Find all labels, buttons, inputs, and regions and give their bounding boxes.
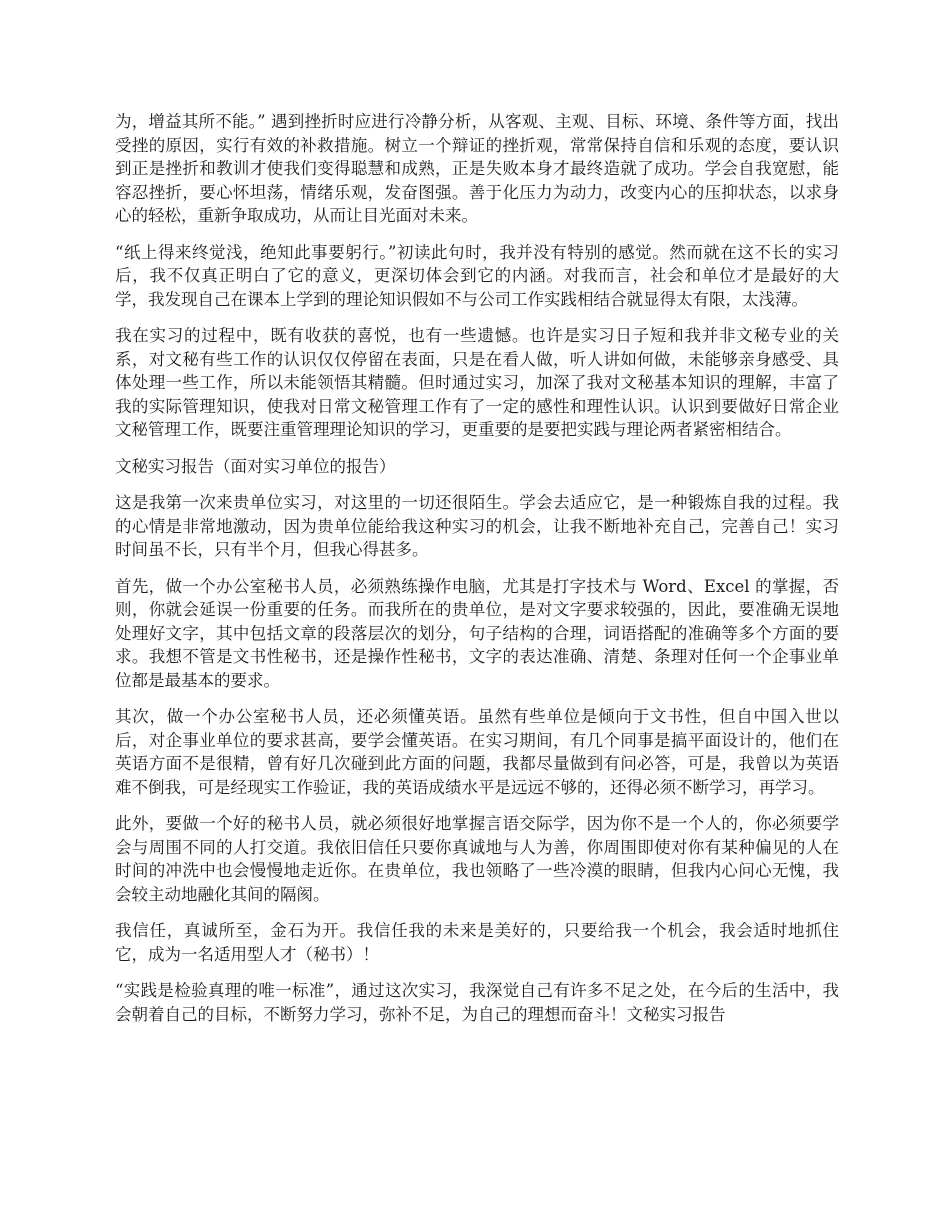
paragraph: 这是我第一次来贵单位实习，对这里的一切还很陌生。学会去适应它，是一种锻炼自我的过程。我的心情是非常地激动，因为贵单位能给我这种实习的机会，让我不断地补充自己，完善自己！实习时间虽不长，只有半个月，但我心得甚多。 xyxy=(115,493,839,559)
document-body xyxy=(115,110,839,1039)
paragraph: 此外，要做一个好的秘书人员，就必须很好地掌握言语交际学，因为你不是一个人的，你必须要学会与周围不同的人打交道。我依旧信任只要你真诚地与人为善，你周围即使对你有某种偏见的人在时间的冲洗中也会慢慢地走近你。在贵单位，我也领略了一些冷漠的眼睛，但我内心问心无愧，我会较主动地融化其间的隔阂。 xyxy=(115,814,839,904)
paragraph: 我在实习的过程中，既有收获的喜悦，也有一些遗憾。也许是实习日子短和我并非文秘专业的关系，对文秘有些工作的认识仅仅停留在表面，只是在看人做，听人讲如何做，未能够亲身感受、具体处理一些工作，所以未能领悟其精髓。但时通过实习，加深了我对文秘基本知识的理解，丰富了我的实际管理知识，使我对日常文秘管理工作有了一定的感性和理性认识。认识到要做好日常企业文秘管理工作，既要注重管理理论知识的学习，更重要的是要把实践与理论两者紧密相结合。 xyxy=(115,326,839,439)
paragraph: 我信任，真诚所至，金石为开。我信任我的未来是美好的，只要给我一个机会，我会适时地抓住它，成为一名适用型人才（秘书）！ xyxy=(115,921,839,964)
paragraph: “实践是检验真理的唯一标准”，通过这次实习，我深觉自己有许多不足之处，在今后的生活中，我会朝着自己的目标，不断努力学习，弥补不足，为自己的理想而奋斗！文秘实习报告 xyxy=(115,981,839,1024)
section-heading: 文秘实习报告（面对实习单位的报告） xyxy=(115,456,396,476)
paragraph: 其次，做一个办公室秘书人员，还必须懂英语。虽然有些单位是倾向于文书性，但自中国入世以后，对企事业单位的要求甚高，要学会懂英语。在实习期间，有几个同事是搞平面设计的，他们在英语方面不是很精，曾有好几次碰到此方面的问题，我都尽量做到有问必答，可是，我曾以为英语难不倒我，可是经现实工作验证，我的英语成绩水平是远远不够的，还得必须不断学习，再学习。 xyxy=(115,707,839,797)
paragraph: “纸上得来终觉浅，绝知此事要躬行。”初读此句时，我并没有特别的感觉。然而就在这不长的实习后，我不仅真正明白了它的意义，更深切体会到它的内涵。对我而言，社会和单位才是最好的大学，我发现自己在课本上学到的理论知识假如不与公司工作实践相结合就显得太有限，太浅薄。 xyxy=(115,242,839,309)
paragraph: 首先，做一个办公室秘书人员，必须熟练操作电脑，尤其是打字技术与 Word、Excel 的掌握，否则，你就会延误一份重要的任务。而我所在的贵单位，是对文字要求较强的，因此，要准确无误地处理好文字，其中包括文章的段落层次的划分，句子结构的合理，词语搭配的准确等多个方面的要求。我想不管是文书性秘书，还是操作性秘书，文字的表达准确、清楚、条理对任何一个企事业单位都是最基本的要求。 xyxy=(115,576,839,690)
paragraph: 为，增益其所不能。” 遇到挫折时应进行冷静分析，从客观、主观、目标、环境、条件等方面，找出受挫的原因，实行有效的补救措施。树立一个辩证的挫折观，常常保持自信和乐观的态度，要认识到正是挫折和教训才使我们变得聪慧和成熟，正是失败本身才最终造就了成功。学会自我宽慰，能容忍挫折，要心怀坦荡，情绪乐观，发奋图强。善于化压力为动力，改变内心的压抑状态，以求身心的轻松，重新争取成功，从而让目光面对未来。 xyxy=(115,112,839,225)
